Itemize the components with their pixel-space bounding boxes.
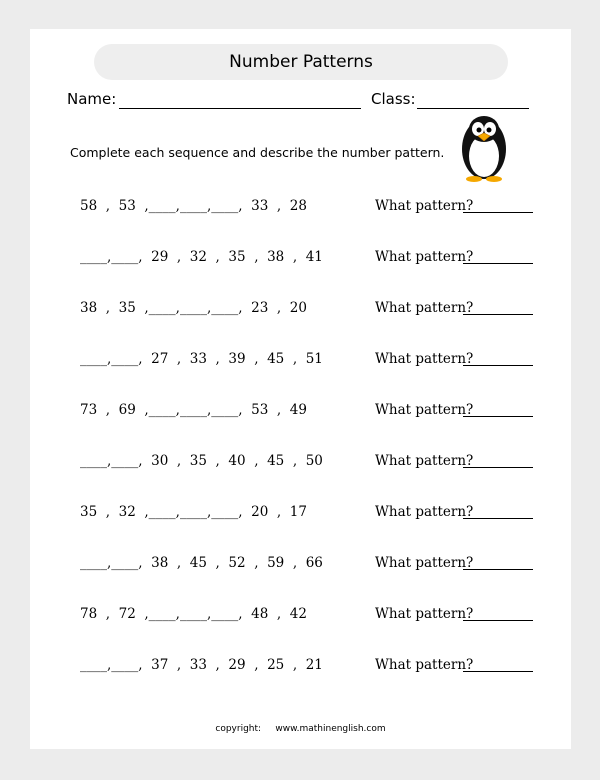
sequence-row bbox=[30, 246, 571, 270]
sequence-row bbox=[30, 552, 571, 576]
pattern-question: What pattern? bbox=[375, 198, 474, 214]
pattern-answer-blank[interactable] bbox=[463, 569, 533, 570]
sequence-text: 78 , 72 ,____,____,____, 48 , 42 bbox=[80, 606, 307, 622]
sequence-row bbox=[30, 501, 571, 525]
pattern-question: What pattern? bbox=[375, 657, 474, 673]
pattern-question: What pattern? bbox=[375, 606, 474, 622]
class-blank[interactable] bbox=[417, 108, 529, 109]
sequence-text: ____,____, 38 , 45 , 52 , 59 , 66 bbox=[80, 555, 323, 571]
sequence-row bbox=[30, 399, 571, 423]
name-class-row bbox=[67, 88, 537, 112]
sequence-text: ____,____, 29 , 32 , 35 , 38 , 41 bbox=[80, 249, 323, 265]
penguin-icon bbox=[457, 111, 511, 183]
sequence-row bbox=[30, 450, 571, 474]
pattern-answer-blank[interactable] bbox=[463, 620, 533, 621]
pattern-answer-blank[interactable] bbox=[463, 518, 533, 519]
instructions: Complete each sequence and describe the number pattern. bbox=[70, 145, 445, 160]
sequence-text: 38 , 35 ,____,____,____, 23 , 20 bbox=[80, 300, 307, 316]
pattern-question: What pattern? bbox=[375, 555, 474, 571]
pattern-question: What pattern? bbox=[375, 504, 474, 520]
sequence-text: 58 , 53 ,____,____,____, 33 , 28 bbox=[80, 198, 307, 214]
sequence-text: ____,____, 37 , 33 , 29 , 25 , 21 bbox=[80, 657, 323, 673]
pattern-answer-blank[interactable] bbox=[463, 365, 533, 366]
pattern-question: What pattern? bbox=[375, 402, 474, 418]
pattern-answer-blank[interactable] bbox=[463, 314, 533, 315]
name-label: Name: bbox=[67, 90, 117, 108]
pattern-question: What pattern? bbox=[375, 453, 474, 469]
copyright-footer: copyright: www.mathinenglish.com bbox=[215, 724, 386, 734]
sequence-row bbox=[30, 297, 571, 321]
sequence-row bbox=[30, 654, 571, 678]
name-blank[interactable] bbox=[119, 108, 361, 109]
pattern-answer-blank[interactable] bbox=[463, 467, 533, 468]
worksheet-title: Number Patterns bbox=[94, 44, 508, 80]
sequence-text: ____,____, 27 , 33 , 39 , 45 , 51 bbox=[80, 351, 323, 367]
class-label: Class: bbox=[371, 90, 416, 108]
pattern-answer-blank[interactable] bbox=[463, 212, 533, 213]
pattern-answer-blank[interactable] bbox=[463, 416, 533, 417]
pattern-question: What pattern? bbox=[375, 351, 474, 367]
pattern-answer-blank[interactable] bbox=[463, 263, 533, 264]
pattern-question: What pattern? bbox=[375, 249, 474, 265]
sequence-row bbox=[30, 348, 571, 372]
sequence-text: 35 , 32 ,____,____,____, 20 , 17 bbox=[80, 504, 307, 520]
worksheet bbox=[30, 29, 571, 749]
sequence-row bbox=[30, 195, 571, 219]
sequence-text: 73 , 69 ,____,____,____, 53 , 49 bbox=[80, 402, 307, 418]
pattern-answer-blank[interactable] bbox=[463, 671, 533, 672]
sequence-text: ____,____, 30 , 35 , 40 , 45 , 50 bbox=[80, 453, 323, 469]
pattern-question: What pattern? bbox=[375, 300, 474, 316]
sequence-row bbox=[30, 603, 571, 627]
